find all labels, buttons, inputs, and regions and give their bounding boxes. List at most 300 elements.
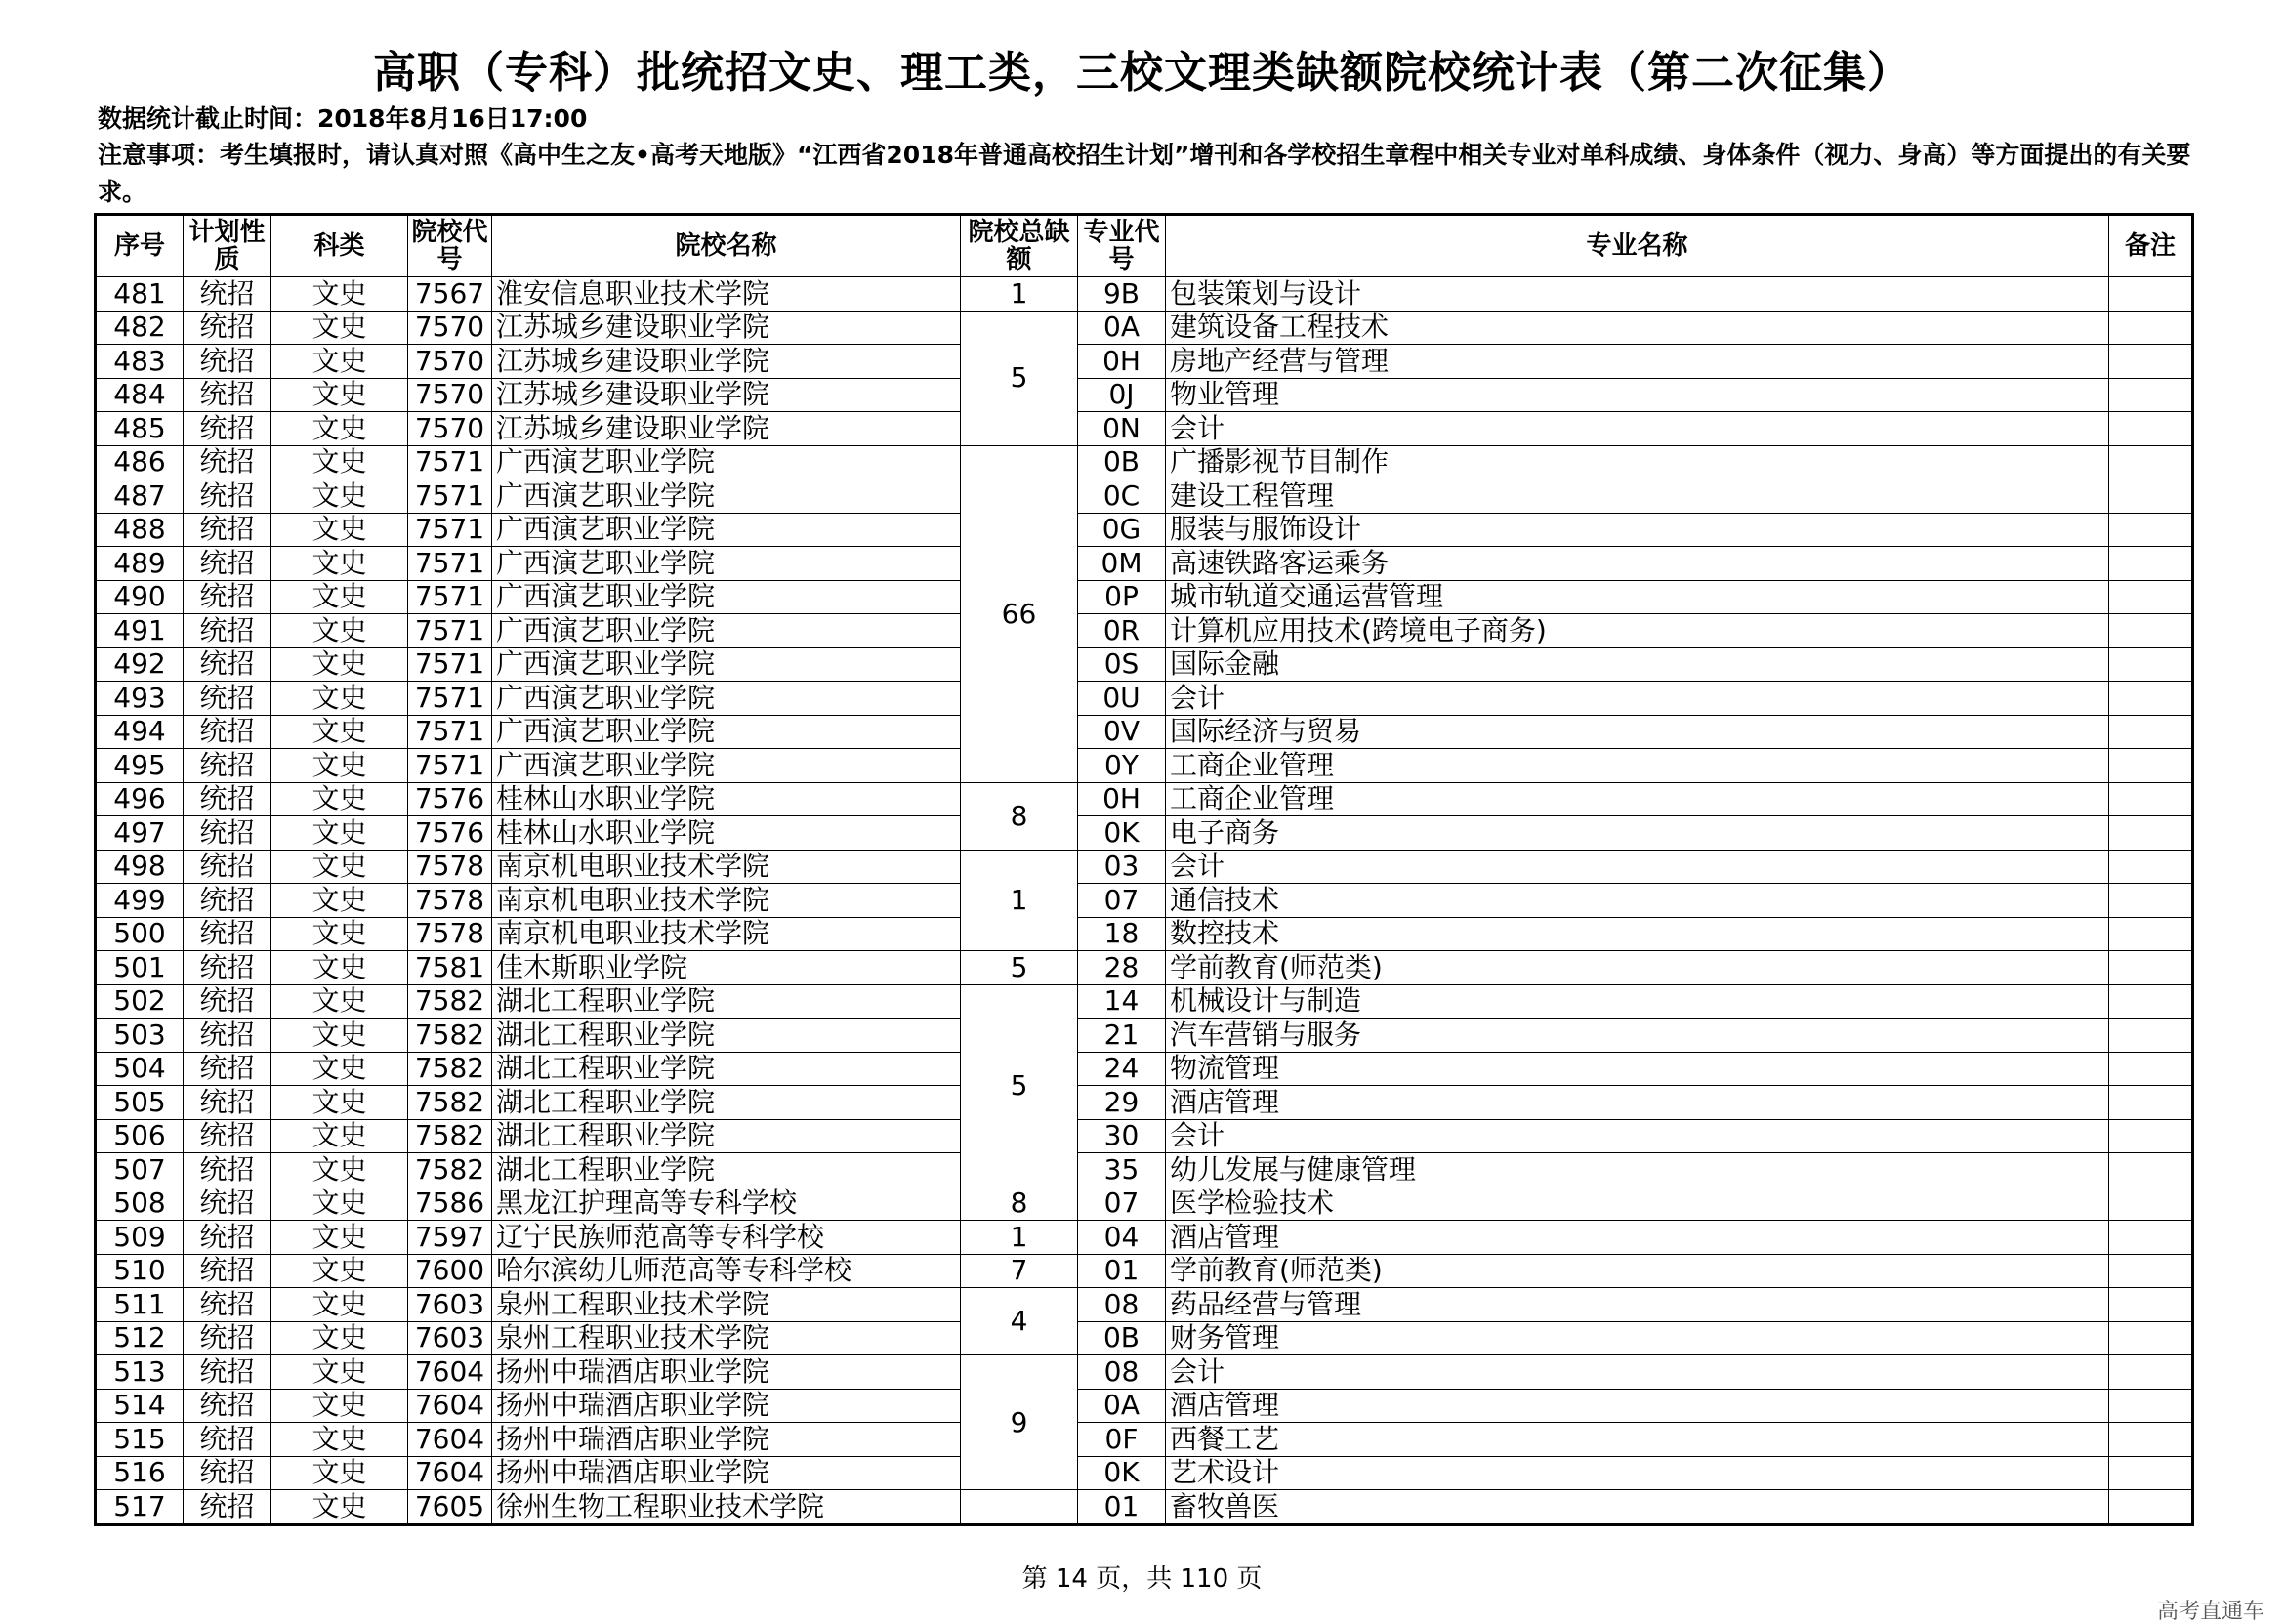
cell-remark [2109, 1119, 2193, 1153]
cell-remark [2109, 984, 2193, 1019]
cell-school-name: 扬州中瑞酒店职业学院 [492, 1389, 961, 1423]
cell-category: 文史 [271, 1321, 408, 1355]
cell-major-code: 07 [1078, 1187, 1166, 1221]
cell-category: 文史 [271, 580, 408, 614]
cell-plan: 统招 [184, 479, 271, 514]
table-row [96, 1490, 2193, 1525]
cell-school-name: 湖北工程职业学院 [492, 1086, 961, 1120]
cell-category: 文史 [271, 1423, 408, 1457]
cell-school-code: 7582 [408, 1119, 492, 1153]
header-total: 院校总缺额 [961, 215, 1078, 277]
cell-school-code: 7582 [408, 1153, 492, 1187]
cell-plan: 统招 [184, 311, 271, 345]
cell-school-name: 徐州生物工程职业技术学院 [492, 1490, 961, 1525]
cell-plan: 统招 [184, 580, 271, 614]
cell-school-name: 黑龙江护理高等专科学校 [492, 1187, 961, 1221]
table-row [96, 1187, 2193, 1221]
cell-school-code: 7578 [408, 884, 492, 918]
cell-major-code: 0B [1078, 445, 1166, 479]
cell-category: 文史 [271, 1086, 408, 1120]
cell-school-name: 广西演艺职业学院 [492, 547, 961, 581]
cell-major-code: 18 [1078, 917, 1166, 951]
cell-remark [2109, 1019, 2193, 1053]
cell-school-name: 江苏城乡建设职业学院 [492, 412, 961, 446]
cell-major-code: 0Y [1078, 749, 1166, 783]
cell-plan: 统招 [184, 1019, 271, 1053]
cell-major-code: 24 [1078, 1052, 1166, 1086]
cell-major-code: 28 [1078, 951, 1166, 985]
cell-major-name: 艺术设计 [1166, 1456, 2109, 1490]
cell-plan: 统招 [184, 647, 271, 682]
cell-seq: 511 [96, 1288, 184, 1322]
cell-remark [2109, 647, 2193, 682]
cell-school-name: 南京机电职业技术学院 [492, 917, 961, 951]
cell-major-code: 0M [1078, 547, 1166, 581]
cell-category: 文史 [271, 1389, 408, 1423]
cell-seq: 487 [96, 479, 184, 514]
cell-school-name: 湖北工程职业学院 [492, 1153, 961, 1187]
table-row [96, 1423, 2193, 1457]
cell-seq: 512 [96, 1321, 184, 1355]
cell-seq: 481 [96, 277, 184, 312]
cell-category: 文史 [271, 1221, 408, 1255]
table-header-row [96, 215, 2193, 277]
cell-category: 文史 [271, 1254, 408, 1288]
cell-remark [2109, 378, 2193, 412]
table-row [96, 984, 2193, 1019]
cell-major-name: 会计 [1166, 412, 2109, 446]
table-row [96, 1119, 2193, 1153]
cell-total: 1 [961, 1221, 1078, 1255]
table-row [96, 1086, 2193, 1120]
cell-seq: 510 [96, 1254, 184, 1288]
cell-major-name: 服装与服饰设计 [1166, 513, 2109, 547]
cell-remark [2109, 1423, 2193, 1457]
cell-school-code: 7576 [408, 782, 492, 816]
cell-remark [2109, 1187, 2193, 1221]
table-row [96, 311, 2193, 345]
cell-seq: 493 [96, 682, 184, 716]
cell-major-name: 电子商务 [1166, 816, 2109, 851]
table-row [96, 445, 2193, 479]
cell-plan: 统招 [184, 1052, 271, 1086]
cell-major-code: 0N [1078, 412, 1166, 446]
page-footer: 第 14 页，共 110 页 [1021, 1564, 1263, 1594]
cell-school-code: 7586 [408, 1187, 492, 1221]
cell-school-name: 广西演艺职业学院 [492, 647, 961, 682]
cell-remark [2109, 1052, 2193, 1086]
cell-school-code: 7582 [408, 1019, 492, 1053]
cell-remark [2109, 715, 2193, 749]
table-row [96, 1456, 2193, 1490]
cell-school-name: 广西演艺职业学院 [492, 749, 961, 783]
cell-school-name: 南京机电职业技术学院 [492, 884, 961, 918]
cell-school-name: 泉州工程职业技术学院 [492, 1288, 961, 1322]
cell-remark [2109, 1254, 2193, 1288]
cell-major-code: 14 [1078, 984, 1166, 1019]
cell-seq: 498 [96, 850, 184, 884]
cell-remark [2109, 1086, 2193, 1120]
cell-category: 文史 [271, 1153, 408, 1187]
cell-remark [2109, 782, 2193, 816]
cell-seq: 497 [96, 816, 184, 851]
cell-seq: 509 [96, 1221, 184, 1255]
cell-category: 文史 [271, 513, 408, 547]
table-row [96, 647, 2193, 682]
cell-major-name: 酒店管理 [1166, 1221, 2109, 1255]
vacancy-table [94, 213, 2194, 1526]
table-row [96, 378, 2193, 412]
cell-category: 文史 [271, 614, 408, 648]
table-row [96, 345, 2193, 379]
cell-school-name: 泉州工程职业技术学院 [492, 1321, 961, 1355]
cell-school-name: 扬州中瑞酒店职业学院 [492, 1456, 961, 1490]
cell-category: 文史 [271, 277, 408, 312]
cell-seq: 489 [96, 547, 184, 581]
cell-major-name: 高速铁路客运乘务 [1166, 547, 2109, 581]
cell-remark [2109, 513, 2193, 547]
cell-remark [2109, 1321, 2193, 1355]
cell-category: 文史 [271, 884, 408, 918]
cell-major-code: 0A [1078, 1389, 1166, 1423]
cell-seq: 500 [96, 917, 184, 951]
cell-remark [2109, 311, 2193, 345]
cell-major-code: 0S [1078, 647, 1166, 682]
cell-school-code: 7570 [408, 345, 492, 379]
table-row [96, 513, 2193, 547]
cell-major-code: 0A [1078, 311, 1166, 345]
cell-category: 文史 [271, 782, 408, 816]
cell-plan: 统招 [184, 378, 271, 412]
cell-category: 文史 [271, 378, 408, 412]
cell-school-code: 7571 [408, 479, 492, 514]
cell-school-name: 桂林山水职业学院 [492, 816, 961, 851]
cell-category: 文史 [271, 445, 408, 479]
cell-school-code: 7578 [408, 917, 492, 951]
cell-category: 文史 [271, 1490, 408, 1525]
cell-major-name: 工商企业管理 [1166, 782, 2109, 816]
cell-major-name: 学前教育(师范类) [1166, 1254, 2109, 1288]
cell-school-code: 7578 [408, 850, 492, 884]
cell-seq: 504 [96, 1052, 184, 1086]
cell-major-name: 酒店管理 [1166, 1086, 2109, 1120]
cell-school-name: 广西演艺职业学院 [492, 715, 961, 749]
cell-school-name: 江苏城乡建设职业学院 [492, 378, 961, 412]
cell-seq: 495 [96, 749, 184, 783]
cell-remark [2109, 1389, 2193, 1423]
cell-school-name: 哈尔滨幼儿师范高等专科学校 [492, 1254, 961, 1288]
cell-major-name: 计算机应用技术(跨境电子商务) [1166, 614, 2109, 648]
table-row [96, 1321, 2193, 1355]
cell-plan: 统招 [184, 782, 271, 816]
cell-plan: 统招 [184, 951, 271, 985]
cell-category: 文史 [271, 951, 408, 985]
cell-remark [2109, 884, 2193, 918]
header-remark: 备注 [2109, 215, 2193, 277]
cell-school-code: 7604 [408, 1389, 492, 1423]
cell-plan: 统招 [184, 682, 271, 716]
cell-category: 文史 [271, 647, 408, 682]
cell-school-code: 7570 [408, 412, 492, 446]
header-school-code: 院校代号 [408, 215, 492, 277]
cell-category: 文史 [271, 816, 408, 851]
cell-school-name: 湖北工程职业学院 [492, 1052, 961, 1086]
table-row [96, 614, 2193, 648]
cell-major-name: 会计 [1166, 1355, 2109, 1390]
cell-major-name: 酒店管理 [1166, 1389, 2109, 1423]
cell-school-code: 7571 [408, 749, 492, 783]
cell-major-name: 房地产经营与管理 [1166, 345, 2109, 379]
cell-remark [2109, 345, 2193, 379]
cell-plan: 统招 [184, 1187, 271, 1221]
cell-major-name: 会计 [1166, 682, 2109, 716]
cell-school-name: 扬州中瑞酒店职业学院 [492, 1423, 961, 1457]
cell-seq: 490 [96, 580, 184, 614]
cell-seq: 505 [96, 1086, 184, 1120]
table-row [96, 547, 2193, 581]
cell-remark [2109, 951, 2193, 985]
cell-seq: 515 [96, 1423, 184, 1457]
header-plan: 计划性质 [184, 215, 271, 277]
cell-school-code: 7571 [408, 682, 492, 716]
cell-school-name: 广西演艺职业学院 [492, 479, 961, 514]
cell-school-name: 江苏城乡建设职业学院 [492, 345, 961, 379]
cell-seq: 494 [96, 715, 184, 749]
header-major-name: 专业名称 [1166, 215, 2109, 277]
cell-major-name: 物流管理 [1166, 1052, 2109, 1086]
cell-school-code: 7582 [408, 1086, 492, 1120]
cell-remark [2109, 614, 2193, 648]
cell-total: 1 [961, 277, 1078, 312]
cell-major-code: 0B [1078, 1321, 1166, 1355]
cell-remark [2109, 445, 2193, 479]
cell-major-name: 药品经营与管理 [1166, 1288, 2109, 1322]
cell-plan: 统招 [184, 917, 271, 951]
cell-category: 文史 [271, 479, 408, 514]
table-row [96, 277, 2193, 312]
cell-total: 1 [961, 850, 1078, 951]
cell-remark [2109, 277, 2193, 312]
cell-plan: 统招 [184, 984, 271, 1019]
cell-major-code: 0V [1078, 715, 1166, 749]
cell-category: 文史 [271, 917, 408, 951]
cell-remark [2109, 682, 2193, 716]
cell-school-name: 淮安信息职业技术学院 [492, 277, 961, 312]
cell-category: 文史 [271, 1288, 408, 1322]
cell-seq: 503 [96, 1019, 184, 1053]
cell-plan: 统招 [184, 277, 271, 312]
cell-major-code: 0K [1078, 816, 1166, 851]
cell-school-name: 广西演艺职业学院 [492, 580, 961, 614]
cell-school-name: 桂林山水职业学院 [492, 782, 961, 816]
cell-total [961, 1490, 1078, 1525]
header-seq: 序号 [96, 215, 184, 277]
cell-major-code: 08 [1078, 1355, 1166, 1390]
cell-category: 文史 [271, 682, 408, 716]
cell-school-name: 湖北工程职业学院 [492, 1019, 961, 1053]
cell-seq: 507 [96, 1153, 184, 1187]
cell-total: 4 [961, 1288, 1078, 1355]
cell-plan: 统招 [184, 1389, 271, 1423]
cell-seq: 488 [96, 513, 184, 547]
cell-plan: 统招 [184, 614, 271, 648]
header-category: 科类 [271, 215, 408, 277]
cell-major-code: 0F [1078, 1423, 1166, 1457]
cell-major-code: 0C [1078, 479, 1166, 514]
table-row [96, 1153, 2193, 1187]
cell-school-name: 湖北工程职业学院 [492, 1119, 961, 1153]
cell-major-code: 08 [1078, 1288, 1166, 1322]
cell-category: 文史 [271, 1019, 408, 1053]
cell-school-code: 7581 [408, 951, 492, 985]
table-body [96, 277, 2193, 1525]
cell-total: 5 [961, 984, 1078, 1187]
table-row [96, 682, 2193, 716]
cell-seq: 499 [96, 884, 184, 918]
watermark: 高考直通车 [2156, 1600, 2264, 1624]
cell-seq: 502 [96, 984, 184, 1019]
cell-major-code: 0J [1078, 378, 1166, 412]
table-row [96, 816, 2193, 851]
cell-seq: 483 [96, 345, 184, 379]
cell-school-name: 广西演艺职业学院 [492, 614, 961, 648]
cell-major-code: 03 [1078, 850, 1166, 884]
cell-total: 7 [961, 1254, 1078, 1288]
cell-plan: 统招 [184, 816, 271, 851]
cell-school-code: 7597 [408, 1221, 492, 1255]
cell-school-code: 7571 [408, 513, 492, 547]
cell-category: 文史 [271, 1355, 408, 1390]
cell-category: 文史 [271, 984, 408, 1019]
cell-plan: 统招 [184, 749, 271, 783]
cell-plan: 统招 [184, 850, 271, 884]
cell-category: 文史 [271, 412, 408, 446]
table-row [96, 749, 2193, 783]
cell-category: 文史 [271, 311, 408, 345]
deadline-note: 数据统计截止时间：2018年8月16日17:00 [98, 104, 588, 133]
table-row [96, 1221, 2193, 1255]
cell-school-code: 7567 [408, 277, 492, 312]
cell-total: 8 [961, 782, 1078, 850]
cell-plan: 统招 [184, 1086, 271, 1120]
cell-school-code: 7603 [408, 1288, 492, 1322]
cell-seq: 517 [96, 1490, 184, 1525]
cell-major-name: 畜牧兽医 [1166, 1490, 2109, 1525]
cell-major-name: 会计 [1166, 850, 2109, 884]
cell-school-name: 佳木斯职业学院 [492, 951, 961, 985]
cell-total: 9 [961, 1355, 1078, 1490]
cell-major-name: 幼儿发展与健康管理 [1166, 1153, 2109, 1187]
header-school-name: 院校名称 [492, 215, 961, 277]
cell-plan: 统招 [184, 345, 271, 379]
cell-school-code: 7571 [408, 445, 492, 479]
cell-major-name: 医学检验技术 [1166, 1187, 2109, 1221]
cell-remark [2109, 1456, 2193, 1490]
cell-school-code: 7582 [408, 984, 492, 1019]
cell-category: 文史 [271, 715, 408, 749]
cell-category: 文史 [271, 1456, 408, 1490]
cell-school-code: 7570 [408, 311, 492, 345]
cell-category: 文史 [271, 749, 408, 783]
cell-remark [2109, 850, 2193, 884]
cell-major-name: 国际金融 [1166, 647, 2109, 682]
table-row [96, 1389, 2193, 1423]
cell-major-code: 07 [1078, 884, 1166, 918]
cell-major-name: 物业管理 [1166, 378, 2109, 412]
cell-major-name: 广播影视节目制作 [1166, 445, 2109, 479]
cell-major-name: 建筑设备工程技术 [1166, 311, 2109, 345]
cell-plan: 统招 [184, 1119, 271, 1153]
cell-plan: 统招 [184, 445, 271, 479]
cell-school-name: 南京机电职业技术学院 [492, 850, 961, 884]
cell-school-code: 7600 [408, 1254, 492, 1288]
cell-major-name: 国际经济与贸易 [1166, 715, 2109, 749]
cell-school-code: 7571 [408, 580, 492, 614]
cell-total: 66 [961, 445, 1078, 782]
cell-plan: 统招 [184, 513, 271, 547]
cell-seq: 516 [96, 1456, 184, 1490]
cell-category: 文史 [271, 850, 408, 884]
cell-plan: 统招 [184, 884, 271, 918]
cell-major-name: 城市轨道交通运营管理 [1166, 580, 2109, 614]
table-row [96, 580, 2193, 614]
cell-category: 文史 [271, 345, 408, 379]
table-row [96, 850, 2193, 884]
cell-major-name: 建设工程管理 [1166, 479, 2109, 514]
cell-school-code: 7605 [408, 1490, 492, 1525]
cell-remark [2109, 917, 2193, 951]
cell-total: 8 [961, 1187, 1078, 1221]
cell-seq: 485 [96, 412, 184, 446]
cell-major-code: 01 [1078, 1254, 1166, 1288]
cell-remark [2109, 1490, 2193, 1525]
cell-remark [2109, 412, 2193, 446]
cell-plan: 统招 [184, 412, 271, 446]
table-row [96, 1052, 2193, 1086]
cell-total: 5 [961, 951, 1078, 985]
cell-plan: 统招 [184, 1456, 271, 1490]
cell-school-code: 7571 [408, 647, 492, 682]
cell-major-name: 汽车营销与服务 [1166, 1019, 2109, 1053]
cell-plan: 统招 [184, 1221, 271, 1255]
cell-total: 5 [961, 311, 1078, 445]
cell-major-name: 学前教育(师范类) [1166, 951, 2109, 985]
table-row [96, 412, 2193, 446]
cell-school-name: 湖北工程职业学院 [492, 984, 961, 1019]
cell-remark [2109, 1355, 2193, 1390]
cell-remark [2109, 1288, 2193, 1322]
cell-seq: 484 [96, 378, 184, 412]
cell-school-name: 扬州中瑞酒店职业学院 [492, 1355, 961, 1390]
cell-major-code: 04 [1078, 1221, 1166, 1255]
cell-remark [2109, 1153, 2193, 1187]
table-row [96, 884, 2193, 918]
cell-plan: 统招 [184, 1288, 271, 1322]
cell-school-name: 广西演艺职业学院 [492, 682, 961, 716]
cell-plan: 统招 [184, 1254, 271, 1288]
cell-major-code: 30 [1078, 1119, 1166, 1153]
cell-plan: 统招 [184, 1321, 271, 1355]
cell-seq: 491 [96, 614, 184, 648]
cell-school-code: 7582 [408, 1052, 492, 1086]
cell-school-name: 江苏城乡建设职业学院 [492, 311, 961, 345]
table-row [96, 951, 2193, 985]
cell-remark [2109, 547, 2193, 581]
table-row [96, 1019, 2193, 1053]
cell-major-code: 0K [1078, 1456, 1166, 1490]
cell-school-code: 7604 [408, 1355, 492, 1390]
cell-major-name: 机械设计与制造 [1166, 984, 2109, 1019]
